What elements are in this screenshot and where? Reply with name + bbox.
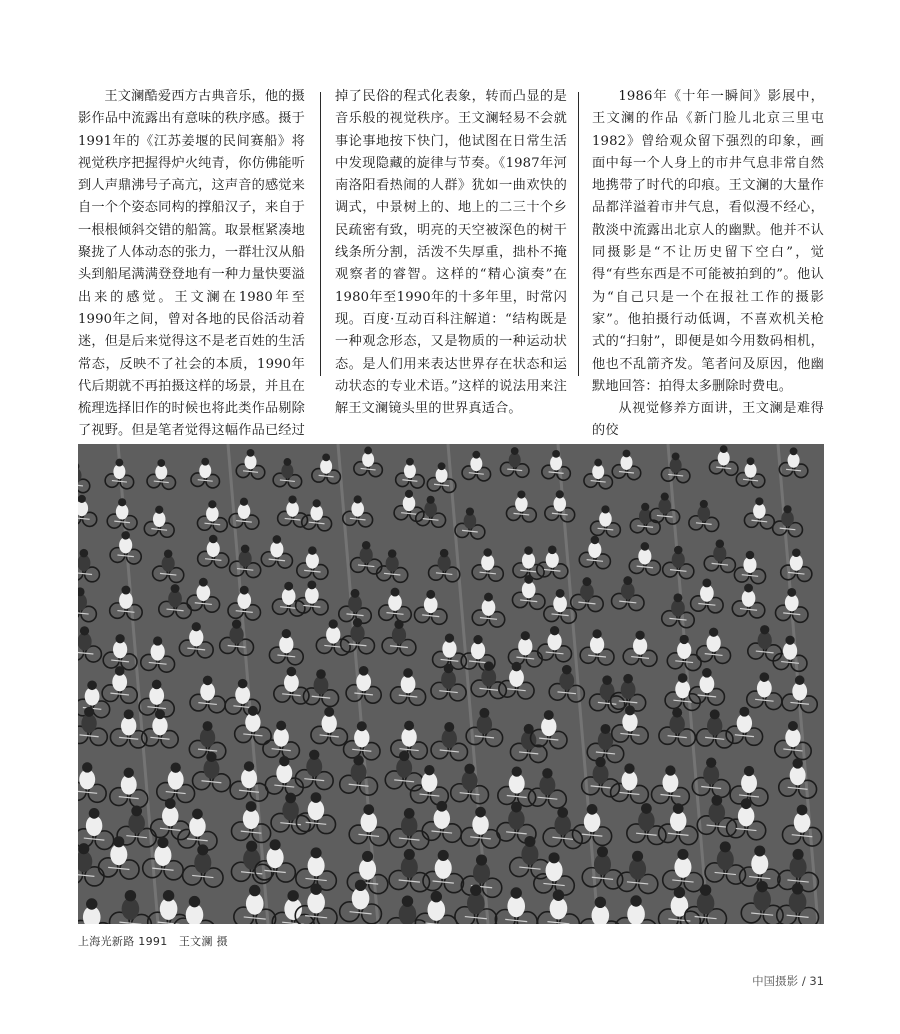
column-divider: [578, 92, 579, 376]
paragraph: 王文澜酷爱西方古典音乐，他的摄影作品中流露出有意味的秩序感。摄于1991年的《江苏姜堰的民间赛船》将视觉秩序把握得炉火纯青，你仿佛能听到人声鼎沸号子高亢，这声音的感觉来自一个个姿态同构的撑船汉子，来自于一根根倾斜交错的船篙。取景框紧凑地聚拢了人体动态的张力，一群壮汉从船头到船尾满满登登地有一种力量快要溢出来的感觉。王文澜在1980年至1990年之间，曾对各地的民俗活动着迷，但是后来觉得这不是老百姓的生活常态，反映不了社会的本质，1990年代后期就不再拍摄这样的场景，并且在梳理选择旧作的时候也将此类作品剔除了视野。但是笔者觉得这幅作品已经过: [78, 89, 305, 439]
folio-separator: /: [798, 974, 810, 988]
article-column-1: [78, 86, 305, 465]
paragraph: 从视觉修养方面讲，王文澜是难得的佼: [592, 401, 824, 439]
paragraph: 掉了民俗的程式化表象，转而凸显的是音乐般的视觉秩序。王文澜轻易不会就事论事地按下快门，他试图在日常生活中发现隐藏的旋律与节奏。《1987年河南洛阳看热闹的人群》犹如一曲欢快的调式，中景树上的、地上的二三十个乡民疏密有致，明亮的天空被深色的树干线条所分割，活泼不失厚重，拙朴不掩观察者的睿智。这样的“精心演奏”在1980年至1990年的十多年里，时常闪现。百度·互动百科注解道：“结构既是一种观念形态，又是物质的一种运动状态。是人们用来表达世界存在状态和运动状态的专业术语。”这样的说法用来注解王文澜镜头里的世界真适合。: [335, 89, 567, 417]
magazine-name: 中国摄影: [752, 974, 799, 988]
photo-caption: 上海光新路 1991 王文澜 摄: [78, 935, 228, 948]
page-footer: [752, 973, 824, 989]
page-number: 31: [809, 974, 824, 988]
paragraph: 1986年《十年一瞬间》影展中，王文澜的作品《新门脸儿北京三里屯1982》曾给观众留下强烈的印象，画面中每一个人身上的市井气息非常自然地携带了时代的印痕。王文澜的大量作品都洋溢着市井气息，看似漫不经心，散淡中流露出北京人的幽默。他并不认同摄影是“不让历史留下空白”，觉得“有些东西是不可能被拍到的”。他认为“自己只是一个在报社工作的摄影家”。他拍摄行动低调，不喜欢机关枪式的“扫射”，即便是如今用数码相机，他也不乱箭齐发。笔者问及原因，他幽默地回答：拍得太多删除时费电。: [592, 89, 824, 394]
article-column-2: [335, 86, 567, 420]
photo-image: [78, 444, 824, 924]
column-divider: [320, 92, 321, 376]
bicycle-crowd-photo: [78, 444, 824, 924]
article-column-3: [592, 86, 824, 443]
